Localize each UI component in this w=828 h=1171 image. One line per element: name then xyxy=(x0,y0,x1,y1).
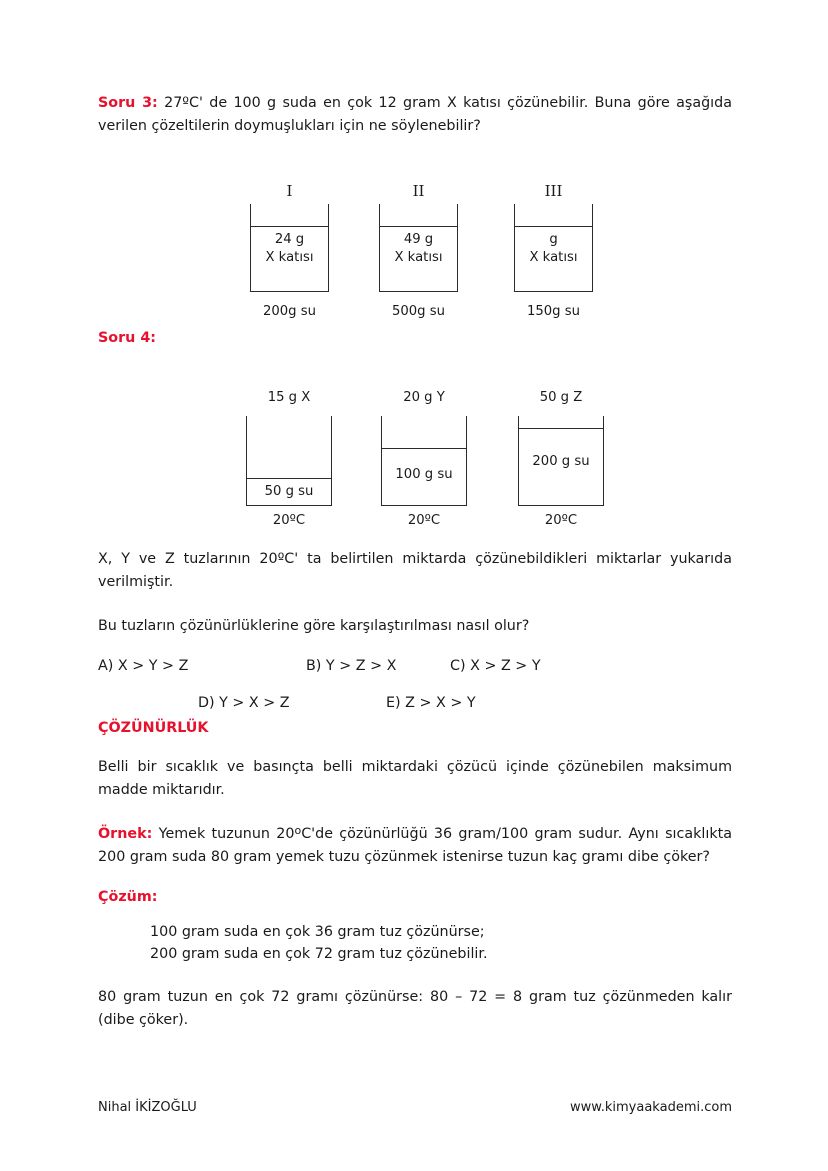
beaker-3-water-caption: 150g su xyxy=(527,304,580,320)
question-4-prompt: Bu tuzların çözünürlüklerine göre karşılaştırılması nasıl olur? xyxy=(98,617,530,634)
beaker-y-solute-label: 20 g Y xyxy=(403,390,445,406)
beaker-y-water-label: 100 g su xyxy=(395,467,453,483)
beaker-2-water-caption: 500g su xyxy=(392,304,445,320)
option-d[interactable]: D) Y > X > Z xyxy=(198,694,290,711)
document-content xyxy=(98,92,732,1032)
beaker-2 xyxy=(379,182,458,320)
beaker-x-solute-label: 15 g X xyxy=(267,390,311,406)
beaker-x-water-line xyxy=(246,478,332,479)
solution-colon: : xyxy=(151,889,158,906)
example-text-before: Yemek tuzunun 20 xyxy=(158,825,295,842)
beaker-z xyxy=(518,390,604,529)
solution-step-1: 100 gram suda en çok 36 gram tuz çözünürse; xyxy=(150,924,485,941)
beaker-diagram-2 xyxy=(98,380,732,532)
example-paragraph xyxy=(98,822,732,869)
beaker-3-substance: X katısı xyxy=(529,249,578,265)
beaker-1-contents xyxy=(250,231,329,266)
question-4-label: Soru 4 xyxy=(98,330,151,347)
example-colon: : xyxy=(146,825,153,842)
beaker-2-roman-label: II xyxy=(412,182,425,201)
question-4-colon: : xyxy=(150,330,156,347)
beaker-3-amount: g xyxy=(549,232,558,248)
answer-options xyxy=(98,658,732,720)
question-3-paragraph xyxy=(98,92,732,138)
beaker-y-temperature: 20ºC xyxy=(407,513,441,529)
beaker-3-contents xyxy=(514,231,593,266)
beaker-z-water-label: 200 g su xyxy=(532,454,590,470)
footer-website[interactable]: www.kimyaakademi.com xyxy=(570,1100,732,1115)
solubility-definition: Belli bir sıcaklık ve basınçta belli miktardaki çözücü içinde çözünebilen maksimum madde miktarıdır. xyxy=(98,758,732,798)
solution-step-2: 200 gram suda en çok 72 gram tuz çözünebilir. xyxy=(150,946,488,963)
beaker-2-amount: 49 g xyxy=(403,232,434,248)
solution-label: Çözüm xyxy=(98,889,152,906)
example-label: Örnek xyxy=(98,825,147,842)
beaker-1 xyxy=(250,182,329,320)
beaker-2-substance: X katısı xyxy=(394,249,443,265)
beaker-z-water-line xyxy=(518,428,604,429)
option-c[interactable]: C) X > Z > Y xyxy=(450,657,541,674)
beaker-1-fill-line xyxy=(250,226,329,227)
beaker-y-water-line xyxy=(381,448,467,449)
beaker-3-roman-label: III xyxy=(544,182,563,201)
beaker-y xyxy=(381,390,467,529)
beaker-3-fill-line xyxy=(514,226,593,227)
question-3-body: 27ºC' de 100 g suda en çok 12 gram X katısı çözünebilir. Buna göre aşağıda verilen çözeltilerin doymuşlukları için ne söylenebilir? xyxy=(98,95,732,135)
beaker-1-amount: 24 g xyxy=(274,232,305,248)
solution-conclusion: 80 gram tuzun en çok 72 gramı çözünürse: 80 – 72 = 8 gram tuz çözünmeden kalır (dibe çöker). xyxy=(98,988,732,1028)
option-a[interactable]: A) X > Y > Z xyxy=(98,657,189,674)
page-footer xyxy=(98,1100,732,1115)
beaker-3 xyxy=(514,182,593,320)
option-e[interactable]: E) Z > X > Y xyxy=(386,694,476,711)
question-3-label: Soru 3 xyxy=(98,95,153,111)
beaker-1-water-caption: 200g su xyxy=(263,304,316,320)
question-4-heading xyxy=(98,330,732,346)
beaker-x-temperature: 20ºC xyxy=(272,513,306,529)
beaker-diagram-1 xyxy=(98,176,732,320)
example-text-after: C'de çözünürlüğü 36 gram/100 gram sudur. Aynı sıcaklıkta 200 gram suda 80 gram yemek tuzu çözünmek istenirse tuzun kaç gramı dibe çöker? xyxy=(98,825,732,866)
footer-author: Nihal İKİZOĞLU xyxy=(98,1100,197,1115)
degree-symbol-icon: o xyxy=(294,824,302,838)
solubility-heading: ÇÖZÜNÜRLÜK xyxy=(98,719,209,736)
solution-heading xyxy=(98,889,732,905)
beaker-z-temperature: 20ºC xyxy=(544,513,578,529)
option-b[interactable]: B) Y > Z > X xyxy=(306,657,397,674)
beaker-1-substance: X katısı xyxy=(265,249,314,265)
question-4-statement: X, Y ve Z tuzlarının 20ºC' ta belirtilen miktarda çözünebildikleri miktarlar yukarıda verilmiştir. xyxy=(98,551,732,591)
beaker-y-walls xyxy=(381,416,467,506)
beaker-x xyxy=(246,390,332,529)
beaker-2-fill-line xyxy=(379,226,458,227)
beaker-z-solute-label: 50 g Z xyxy=(539,390,583,406)
beaker-x-water-label: 50 g su xyxy=(264,484,314,500)
beaker-2-contents xyxy=(379,231,458,266)
beaker-1-roman-label: I xyxy=(286,182,293,201)
question-3-colon: : xyxy=(152,95,158,111)
